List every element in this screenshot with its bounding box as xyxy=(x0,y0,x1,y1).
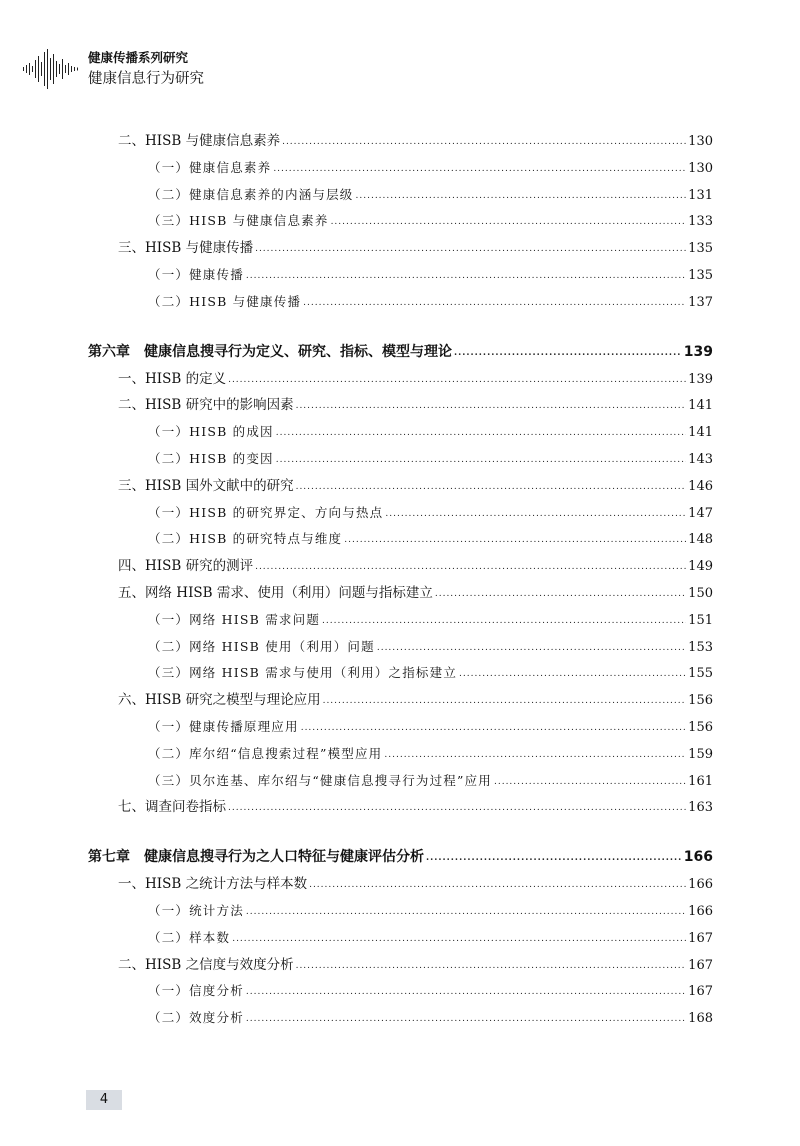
toc-chapter-entry[interactable] xyxy=(88,843,713,871)
toc-entry-page: 156 xyxy=(688,693,713,709)
toc-entry-title: （二）健康信息素养的内涵与层级 xyxy=(148,186,354,202)
dot-leader xyxy=(276,447,686,474)
toc-entry-title: （一）健康传播 xyxy=(148,266,244,282)
toc-entry-page: 166 xyxy=(688,903,713,919)
toc-entry-page: 156 xyxy=(688,719,713,735)
dot-leader xyxy=(377,635,686,662)
toc-entry-title: 第六章 健康信息搜寻行为定义、研究、指标、模型与理论 xyxy=(88,343,452,360)
dot-leader xyxy=(282,129,686,156)
toc-entry-title: 三、HISB 国外文献中的研究 xyxy=(118,477,294,494)
toc-entry-page: 146 xyxy=(688,478,713,494)
toc-entry[interactable] xyxy=(88,687,713,714)
toc-entry-page: 168 xyxy=(688,1011,713,1027)
toc-chapter-entry[interactable] xyxy=(88,338,713,366)
toc-entry-page: 141 xyxy=(688,398,713,414)
toc-entry-page: 130 xyxy=(688,160,713,176)
toc-entry-page: 139 xyxy=(688,371,713,387)
dot-leader xyxy=(322,608,686,635)
toc-entry-page: 166 xyxy=(683,849,713,866)
dot-leader xyxy=(454,339,682,367)
dot-leader xyxy=(459,661,686,688)
toc-entry-title: （二）HISB 的研究特点与维度 xyxy=(148,531,343,547)
soundwave-logo-icon xyxy=(22,47,80,91)
toc-entry-page: 133 xyxy=(688,214,713,230)
toc-entry-title: 二、HISB 之信度与效度分析 xyxy=(118,956,294,973)
toc-entry-title: （一）健康信息素养 xyxy=(148,159,272,175)
toc-entry[interactable] xyxy=(88,526,713,553)
dot-leader xyxy=(426,844,682,872)
running-header xyxy=(22,45,422,93)
dot-leader xyxy=(384,742,686,769)
toc-entry-page: 151 xyxy=(688,612,713,628)
toc-entry[interactable] xyxy=(88,182,713,209)
table-of-contents xyxy=(88,128,713,1032)
dot-leader xyxy=(356,183,687,210)
toc-entry-page: 149 xyxy=(688,559,713,575)
toc-entry[interactable] xyxy=(88,392,713,419)
dot-leader xyxy=(296,953,687,980)
toc-entry-page: 148 xyxy=(688,532,713,548)
dot-leader xyxy=(303,290,686,317)
toc-entry[interactable] xyxy=(88,473,713,500)
dot-leader xyxy=(301,715,686,742)
dot-leader xyxy=(246,263,686,290)
toc-entry-title: （三）贝尔连基、库尔绍与“健康信息搜寻行为过程”应用 xyxy=(148,772,492,788)
toc-entry-page: 147 xyxy=(688,505,713,521)
toc-entry-title: （二）网络 HISB 使用（利用）问题 xyxy=(148,638,375,654)
toc-entry[interactable] xyxy=(88,714,713,741)
dot-leader xyxy=(385,501,686,528)
toc-entry[interactable] xyxy=(88,768,713,795)
toc-entry-title: （一）HISB 的成因 xyxy=(148,424,274,440)
book-title: 健康信息行为研究 xyxy=(88,71,204,87)
dot-leader xyxy=(296,393,687,420)
page-number: 4 xyxy=(86,1090,122,1110)
toc-entry[interactable] xyxy=(88,978,713,1005)
dot-leader xyxy=(246,1006,686,1033)
toc-entry-page: 143 xyxy=(688,451,713,467)
dot-leader xyxy=(435,581,686,608)
toc-entry-title: （二）库尔绍“信息搜索过程”模型应用 xyxy=(148,745,383,761)
toc-entry[interactable] xyxy=(88,235,713,262)
series-title: 健康传播系列研究 xyxy=(88,50,189,65)
toc-entry-page: 153 xyxy=(688,639,713,655)
toc-entry-title: （二）效度分析 xyxy=(148,1010,244,1026)
toc-entry[interactable] xyxy=(88,446,713,473)
toc-entry-title: （一）统计方法 xyxy=(148,902,244,918)
toc-entry-title: （一）HISB 的研究界定、方向与热点 xyxy=(148,504,384,520)
dot-leader xyxy=(255,554,686,581)
toc-entry[interactable] xyxy=(88,208,713,235)
toc-entry-title: （三）HISB 与健康信息素养 xyxy=(148,213,329,229)
toc-entry-title: 七、调查问卷指标 xyxy=(118,799,226,816)
toc-entry-title: （一）网络 HISB 需求问题 xyxy=(148,611,321,627)
toc-entry[interactable] xyxy=(88,871,713,898)
toc-entry[interactable] xyxy=(88,741,713,768)
dot-leader xyxy=(232,926,686,953)
toc-entry-page: 161 xyxy=(688,773,713,789)
toc-entry-page: 167 xyxy=(688,984,713,1000)
toc-entry-title: 第七章 健康信息搜寻行为之人口特征与健康评估分析 xyxy=(88,849,424,866)
dot-leader xyxy=(246,979,686,1006)
toc-entry[interactable] xyxy=(88,366,713,393)
dot-leader xyxy=(494,769,686,796)
toc-entry[interactable] xyxy=(88,419,713,446)
toc-entry[interactable] xyxy=(88,500,713,527)
toc-entry-page: 137 xyxy=(688,294,713,310)
dot-leader xyxy=(296,474,687,501)
toc-entry-title: （二）样本数 xyxy=(148,929,231,945)
toc-entry-page: 167 xyxy=(688,957,713,973)
dot-leader xyxy=(228,367,686,394)
dot-leader xyxy=(323,688,687,715)
toc-entry-page: 150 xyxy=(688,585,713,601)
toc-entry-title: 五、网络 HISB 需求、使用（利用）问题与指标建立 xyxy=(118,584,433,601)
toc-entry-page: 163 xyxy=(688,800,713,816)
toc-entry-page: 167 xyxy=(688,930,713,946)
dot-leader xyxy=(273,156,686,183)
toc-entry[interactable] xyxy=(88,898,713,925)
toc-entry[interactable] xyxy=(88,580,713,607)
toc-entry[interactable] xyxy=(88,289,713,316)
toc-entry-page: 155 xyxy=(688,666,713,682)
dot-leader xyxy=(276,420,686,447)
toc-entry-page: 131 xyxy=(688,187,713,203)
toc-entry-page: 130 xyxy=(688,134,713,149)
dot-leader xyxy=(331,209,687,236)
toc-entry[interactable] xyxy=(88,1005,713,1032)
toc-entry-title: 四、HISB 研究的测评 xyxy=(118,558,254,575)
dot-leader xyxy=(246,899,686,926)
dot-leader xyxy=(344,527,686,554)
dot-leader xyxy=(255,236,686,263)
toc-entry[interactable] xyxy=(88,155,713,182)
toc-entry-page: 141 xyxy=(688,425,713,441)
toc-entry[interactable] xyxy=(88,925,713,952)
toc-entry[interactable] xyxy=(88,952,713,979)
toc-entry[interactable] xyxy=(88,553,713,580)
toc-entry[interactable] xyxy=(88,660,713,687)
toc-entry[interactable] xyxy=(88,794,713,821)
toc-entry-title: 三、HISB 与健康传播 xyxy=(118,240,254,257)
toc-entry[interactable] xyxy=(88,634,713,661)
toc-entry-title: 一、HISB 之统计方法与样本数 xyxy=(118,876,308,893)
toc-entry-page: 135 xyxy=(688,267,713,283)
toc-entry-title: （二）HISB 与健康传播 xyxy=(148,293,302,309)
toc-entry-page: 139 xyxy=(683,343,713,360)
toc-entry-title: （三）网络 HISB 需求与使用（利用）之指标建立 xyxy=(148,665,458,681)
toc-entry-page: 159 xyxy=(688,746,713,762)
toc-entry-title: （二）HISB 的变因 xyxy=(148,450,274,466)
dot-leader xyxy=(309,872,686,899)
toc-entry[interactable] xyxy=(88,262,713,289)
toc-entry-page: 166 xyxy=(688,877,713,893)
toc-entry-page: 135 xyxy=(688,241,713,257)
dot-leader xyxy=(228,795,686,822)
toc-entry-title: （一）健康传播原理应用 xyxy=(148,718,299,734)
toc-entry-title: 二、HISB 研究中的影响因素 xyxy=(118,397,294,414)
toc-entry[interactable] xyxy=(88,607,713,634)
toc-entry-title: 一、HISB 的定义 xyxy=(118,370,227,387)
toc-entry-title: 二、HISB 与健康信息素养 xyxy=(118,133,281,149)
toc-entry[interactable] xyxy=(88,128,713,155)
toc-entry-title: 六、HISB 研究之模型与理论应用 xyxy=(118,692,321,709)
toc-entry-title: （一）信度分析 xyxy=(148,983,244,999)
